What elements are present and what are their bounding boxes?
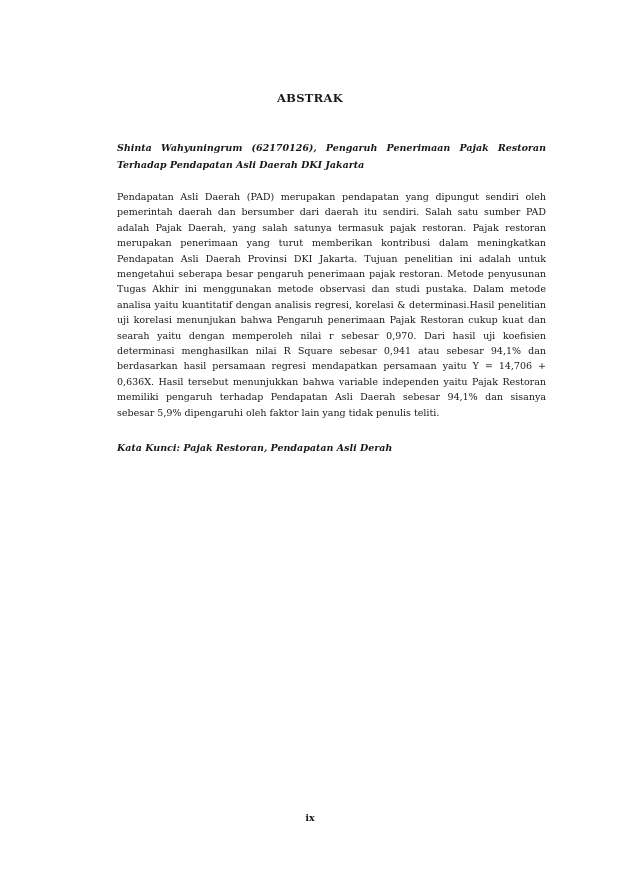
keywords-line: Kata Kunci: Pajak Restoran, Pendapatan Asli Derah bbox=[117, 443, 393, 454]
page-number: ix bbox=[305, 813, 315, 824]
abstract-body: Pendapatan Asli Daerah (PAD) merupakan pendapatan yang dipungut sendiri oleh pemerintah daerah dan bersumber dari daerah itu sendiri. Salah satu sumber PAD adalah Pajak Daerah, yang salah satunya termasuk pajak restoran. Pajak restoran merupakan penerimaan yang turut memberikan kontribusi dalam meningkatkan Pendapatan Asli Daerah Provinsi DKI Jakarta. Tujuan penelitian ini adalah untuk mengetahui seberapa besar pengaruh penerimaan pajak restoran. Metode penyusunan Tugas Akhir ini menggunakan metode observasi dan studi pustaka. Dalam metode analisa yaitu kuantitatif dengan analisis regresi, korelasi & determinasi.Hasil penelitian uji korelasi menunjukan bahwa Pengaruh penerimaan Pajak Restoran cukup kuat dan searah yaitu dengan memperoleh nilai r sebesar 0,970. Dari hasil uji koefisien determinasi menghasilkan nilai R Square sebesar 0,941 atau sebesar 94,1% dan berdasarkan hasil persamaan regresi mendapatkan persamaan yaitu Y = 14,706 + 0,636X. Hasil tersebut menunjukkan bahwa variable independen yaitu Pajak Restoran memiliki pengaruh terhadap Pendapatan Asli Daerah sebesar 94,1% dan sisanya sebesar 5,9% dipengaruhi oleh faktor lain yang tidak penulis teliti. bbox=[117, 192, 546, 419]
abstract-title: ABSTRAK bbox=[276, 91, 344, 105]
author-title-line: Shinta Wahyuningrum (62170126), Pengaruh Penerimaan Pajak Restoran Terhadap Pendapatan Asli Daerah DKI Jakarta bbox=[117, 143, 546, 171]
